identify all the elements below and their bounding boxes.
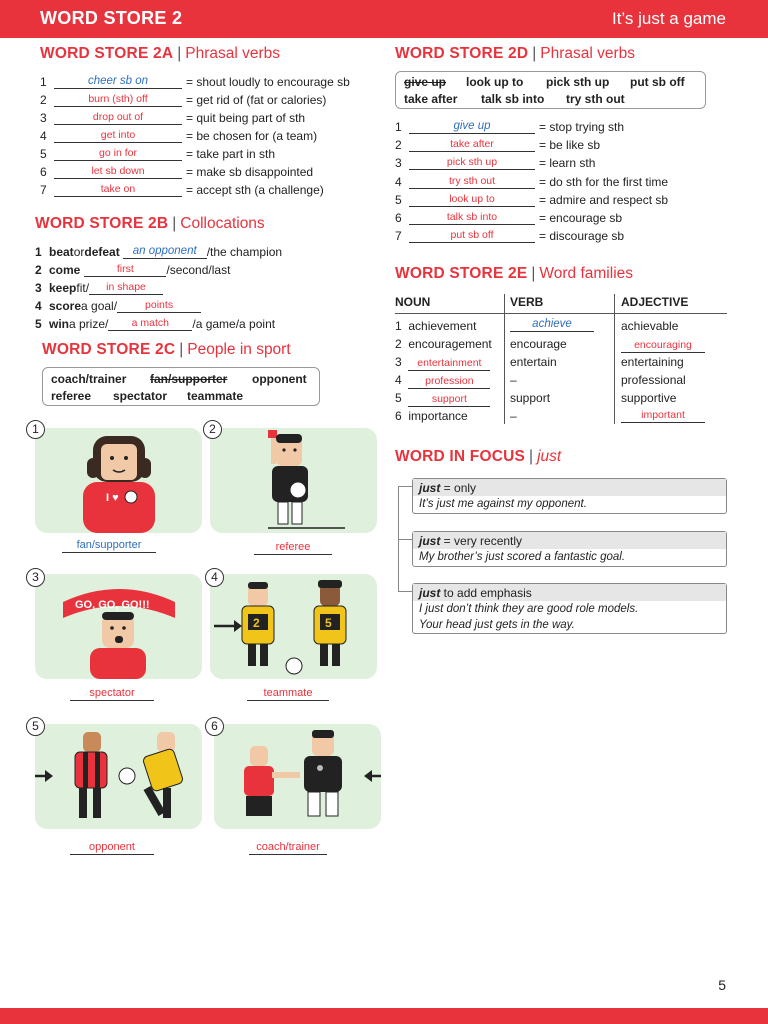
word-chip: try sth out [566, 92, 625, 106]
ws2d-heading: WORD STORE 2D | Phrasal verbs [395, 45, 636, 62]
word-chip: opponent [252, 372, 307, 386]
verb-cell: support [510, 391, 551, 405]
ws2b-row: 4 score a goal/ points [35, 296, 201, 313]
picture-fan [35, 428, 202, 533]
adj-cell: professional [621, 373, 686, 387]
focus-card-recently: just = very recently My brother’s just scored a fantastic goal. [412, 531, 727, 567]
example-sentence: I just don’t think they are good role models. [419, 603, 639, 615]
picture-caption: coach/trainer [249, 841, 327, 855]
picture-caption: fan/supporter [62, 539, 156, 553]
adj-cell: entertaining [621, 355, 684, 369]
shirt-heart-text: I ♥ [106, 492, 119, 504]
ws2d-row: 3 pick sth up = learn sth [395, 156, 596, 170]
noun-cell: 2 encouragement [395, 337, 492, 351]
example-sentence: My brother’s just scored a fantastic goal. [419, 551, 626, 563]
adj-cell: encouraging [621, 337, 705, 353]
opponents-illustration [35, 724, 202, 829]
word-chip: take after [404, 92, 458, 106]
picture-number: 2 [203, 420, 222, 439]
header-bar [0, 0, 768, 38]
picture-referee [210, 428, 377, 533]
picture-opponents [35, 724, 202, 829]
picture-number: 1 [26, 420, 45, 439]
picture-coach [214, 724, 381, 829]
coach-illustration [214, 724, 381, 829]
ws2e-heading: WORD STORE 2E | Word families [395, 265, 634, 282]
picture-caption: teammate [247, 687, 329, 701]
example-sentence: Your head just gets in the way. [419, 619, 575, 631]
col-header-verb: VERB [510, 295, 544, 309]
ws2a-row: 1 cheer sb on = shout loudly to encourage sb [40, 75, 350, 89]
ws2d-word-box [395, 71, 706, 109]
unit-title: WORD STORE 2 [40, 8, 183, 28]
col-header-adjective: ADJECTIVE [621, 295, 689, 309]
adj-cell: important [621, 407, 705, 423]
word-chip: pick sth up [546, 75, 610, 89]
noun-cell: 6 importance [395, 409, 468, 423]
focus-card-only: just = only It’s just me against my opponent. [412, 478, 727, 514]
word-chip: talk sb into [481, 92, 545, 106]
page-number: 5 [718, 977, 726, 993]
verb-cell: achieve [510, 316, 594, 332]
ws2d-row: 2 take after = be like sb [395, 138, 601, 152]
ws2b-heading: WORD STORE 2B | Collocations [35, 215, 265, 232]
fan-illustration [35, 428, 202, 533]
picture-number: 4 [205, 568, 224, 587]
ws2d-row: 1 give up = stop trying sth [395, 120, 625, 134]
table-rule [395, 313, 727, 314]
verb-cell: – [510, 409, 517, 423]
ws2c-word-box [42, 367, 320, 406]
word-chip: spectator [113, 389, 168, 403]
focus-connector [398, 591, 412, 592]
col-header-noun: NOUN [395, 295, 431, 309]
word-chip: teammate [187, 389, 244, 403]
shirt-number: 2 [253, 616, 260, 630]
ws2b-row: 2 come first /second/last [35, 263, 231, 277]
ws2a-row: 5 go in for = take part in sth [40, 147, 276, 161]
picture-number: 6 [205, 717, 224, 736]
ws2a-row: 3 drop out of = quit being part of sth [40, 111, 306, 125]
ws2b-row: 3 keep fit/ in shape [35, 278, 163, 295]
ws2a-row: 6 let sb down = make sb disappointed [40, 165, 314, 179]
picture-number: 3 [26, 568, 45, 587]
focus-connector [398, 539, 412, 540]
ws2c-heading: WORD STORE 2C | People in sport [42, 341, 291, 358]
word-chip: give up [404, 75, 447, 89]
ws2a-row: 7 take on = accept sth (a challenge) [40, 183, 324, 197]
word-chip: look up to [466, 75, 524, 89]
picture-caption: spectator [70, 687, 154, 701]
noun-cell: 5 support [395, 391, 490, 407]
word-chip: referee [51, 389, 92, 403]
ws2d-row: 5 look up to = admire and respect sb [395, 193, 669, 207]
teammates-illustration [210, 574, 377, 679]
verb-cell: encourage [510, 337, 567, 351]
ws2a-row: 4 get into = be chosen for (a team) [40, 129, 318, 143]
adj-cell: achievable [621, 319, 679, 333]
spectator-illustration [35, 574, 202, 679]
picture-caption: referee [254, 541, 332, 555]
ws2b-row: 5 win a prize/ a match /a game/a point [35, 317, 276, 331]
word-chip: coach/trainer [51, 372, 127, 386]
ws2d-row: 4 try sth out = do sth for the first time [395, 175, 669, 189]
noun-cell: 4 profession [395, 373, 490, 389]
example-sentence: It’s just me against my opponent. [419, 498, 587, 510]
noun-cell: 1 achievement [395, 319, 477, 333]
shirt-number: 5 [325, 616, 332, 630]
ws2b-row: 1 beat or defeat an opponent /the champion [35, 245, 283, 259]
table-divider [614, 294, 615, 424]
ws2a-row: 2 burn (sth) off = get rid of (fat or calories) [40, 93, 327, 107]
ws2a-heading: WORD STORE 2A | Phrasal verbs [40, 45, 281, 62]
picture-caption: opponent [70, 841, 154, 855]
picture-number: 5 [26, 717, 45, 736]
word-chip: put sb off [630, 75, 685, 89]
banner-text: GO, GO, GO!!! [75, 599, 150, 611]
picture-teammates [210, 574, 377, 679]
footer-bar [0, 1008, 768, 1024]
word-chip: fan/supporter [150, 372, 228, 386]
focus-card-emphasis: just to add emphasis I just don’t think they are good role models. Your head just gets in the way. [412, 583, 727, 634]
table-divider [504, 294, 505, 424]
focus-heading: WORD IN FOCUS | just [395, 448, 562, 465]
ws2d-row: 7 put sb off = discourage sb [395, 229, 625, 243]
focus-connector [398, 486, 412, 487]
referee-illustration [210, 428, 377, 533]
ws2d-row: 6 talk sb into = encourage sb [395, 211, 623, 225]
unit-subtitle: It’s just a game [611, 9, 726, 28]
adj-cell: supportive [621, 391, 677, 405]
noun-cell: 3 entertainment [395, 355, 490, 371]
picture-spectator [35, 574, 202, 679]
verb-cell: entertain [510, 355, 557, 369]
verb-cell: – [510, 373, 517, 387]
